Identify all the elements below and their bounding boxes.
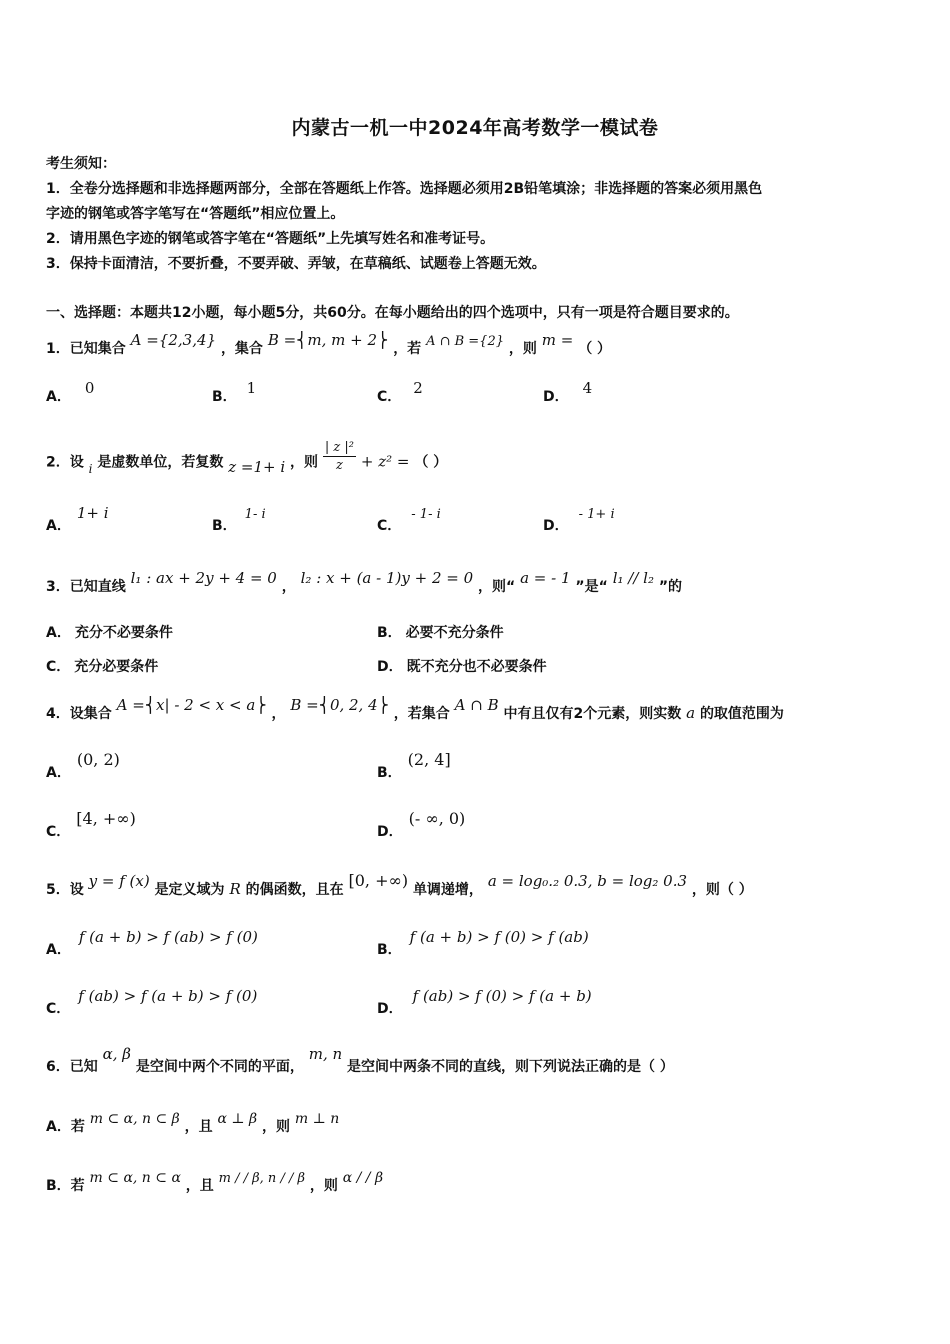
q4-option-b: B．(2, 4] <box>377 750 451 781</box>
q5-option-a: A．f (a + b) > f (ab) > f (0) <box>46 928 258 958</box>
q3-option-a: A． 充分不必要条件 <box>46 625 173 641</box>
q6-math-1: α, β <box>102 1045 131 1063</box>
q1-text-5: （ ） <box>578 341 612 357</box>
q2-option-b: B．1- i <box>212 507 266 534</box>
q2-text-3: ，则 <box>290 454 319 471</box>
q4-math-2: B =⎨0, 2, 4⎬ <box>290 696 389 714</box>
notice-line-3: 3．保持卡面清洁，不要折叠，不要弄破、弄皱，在草稿纸、试题卷上答题无效。 <box>46 256 546 272</box>
notice-line-2: 2．请用黑色字迹的钢笔或答字笔在“答题纸”上先填写姓名和准考证号。 <box>46 231 495 247</box>
q1-option-c: C． 2 <box>377 379 423 405</box>
q3-math-4: l₁ // l₂ <box>612 569 654 587</box>
q5-text-1: 5．设 <box>46 882 84 898</box>
q5-option-c: C．f (ab) > f (a + b) > f (0) <box>46 987 258 1017</box>
q3-math-1: l₁ : ax + 2y + 4 = 0 <box>130 569 277 587</box>
q3-option-c: C． 充分必要条件 <box>46 659 159 675</box>
q6-math-2: m, n <box>308 1045 343 1063</box>
question-6 <box>46 1045 674 1076</box>
q6-text-3: 是空间中两条不同的直线，则下列说法正确的是（ ） <box>347 1059 674 1075</box>
q2-fraction-denominator: z <box>336 458 343 473</box>
q3-text-5: ”的 <box>658 579 683 595</box>
question-4 <box>46 696 784 723</box>
question-2 <box>46 440 448 480</box>
q2-math-1: i <box>88 461 93 476</box>
q1-option-d: D． 4 <box>543 379 593 405</box>
q5-option-d: D．f (ab) > f (0) > f (a + b) <box>377 987 592 1017</box>
q3-option-d: D． 既不充分也不必要条件 <box>377 659 547 675</box>
q3-math-2: l₂ : x + (a - 1)y + 2 = 0 <box>300 569 474 587</box>
q5-text-2: 是定义域为 <box>154 882 225 898</box>
q1-math-2: B =⎨m, m + 2⎬ <box>267 331 389 349</box>
q3-text-4: ”是“ <box>575 579 608 595</box>
q5-text-3: 的偶函数，且在 <box>245 882 344 898</box>
q2-text-2: 是虚数单位，若复数 <box>97 454 224 471</box>
q2-math-3: + z² = <box>360 452 410 471</box>
notice-line-1b: 字迹的钢笔或答字笔写在“答题纸”相应位置上。 <box>46 206 345 222</box>
q2-option-a: A．1+ i <box>46 504 109 534</box>
question-1 <box>46 331 612 358</box>
q5-option-b: B．f (a + b) > f (0) > f (ab) <box>377 928 589 958</box>
q4-text-5: 的取值范围为 <box>699 706 784 722</box>
q1-text-4: ，则 <box>508 341 537 357</box>
q4-math-4: a <box>686 704 696 722</box>
q3-text-1: 3．已知直线 <box>46 579 126 595</box>
q4-text-1: 4．设集合 <box>46 706 112 722</box>
q3-text-3: ，则“ <box>478 579 516 595</box>
question-5 <box>46 871 753 899</box>
q4-option-a: A．(0, 2) <box>46 750 120 781</box>
q2-fraction-numerator: | z |² <box>324 440 354 455</box>
q1-option-a: A． 0 <box>46 379 95 405</box>
q5-math-4: a = log₀.₂ 0.3, b = log₂ 0.3 <box>487 872 688 890</box>
q5-text-5: ，则（ ） <box>691 882 753 898</box>
q1-text-1: 1．已知集合 <box>46 341 126 357</box>
q4-math-3: A ∩ B <box>454 696 499 714</box>
q2-text-4: （ ） <box>414 454 448 471</box>
q5-math-2: R <box>229 880 241 898</box>
q4-text-4: 中有且仅有2个元素，则实数 <box>503 706 682 722</box>
q1-math-4: m = <box>541 331 574 349</box>
q3-math-3: a = - 1 <box>520 569 571 587</box>
section-heading: 一、选择题：本题共12小题，每小题5分，共60分。在每小题给出的四个选项中，只有一项是符合题目要求的。 <box>46 305 739 321</box>
q6-option-b: B．若 m ⊂ α, n ⊂ α ，且 m / / β, n / / β ，则 α / / β <box>46 1170 384 1194</box>
q1-math-1: A ={2,3,4} <box>130 331 217 349</box>
q5-text-4: 单调递增， <box>412 882 483 898</box>
q4-math-1: A =⎨x| - 2 < x < a⎬ <box>116 696 267 714</box>
q6-text-1: 6．已知 <box>46 1059 98 1075</box>
q3-text-2: ， <box>281 579 296 595</box>
q1-text-2: ，集合 <box>220 341 263 357</box>
q2-option-c: C．- 1- i <box>377 507 441 534</box>
q1-option-b: B． 1 <box>212 379 257 405</box>
page-title: 内蒙古一机一中2024年高考数学一模试卷 <box>291 117 659 139</box>
q2-fraction <box>323 439 356 474</box>
q2-math-2: z =1+ i <box>228 457 286 476</box>
notice-heading: 考生须知： <box>46 156 116 172</box>
q5-math-3: [0, +∞) <box>348 871 409 890</box>
q6-option-a: A．若 m ⊂ α, n ⊂ β ，且 α ⊥ β ，则 m ⊥ n <box>46 1111 340 1135</box>
q4-text-2: ， <box>271 706 286 722</box>
q3-option-b: B． 必要不充分条件 <box>377 625 504 641</box>
q4-option-d: D．(- ∞, 0) <box>377 809 466 840</box>
notice-line-1: 1．全卷分选择题和非选择题两部分，全部在答题纸上作答。选择题必须用2B铅笔填涂；非选择题的答案必须用黑色 <box>46 181 763 197</box>
q5-math-1: y = f (x) <box>88 872 150 890</box>
question-3 <box>46 569 683 596</box>
q4-option-c: C．[4, +∞) <box>46 809 136 840</box>
q6-text-2: 是空间中两个不同的平面， <box>135 1059 304 1075</box>
q2-option-d: D．- 1+ i <box>543 507 615 534</box>
q1-math-3: A ∩ B ={2} <box>426 334 504 349</box>
q4-text-3: ，若集合 <box>393 706 450 722</box>
q1-text-3: ，若 <box>393 341 422 357</box>
q2-text-1: 2．设 <box>46 454 84 471</box>
